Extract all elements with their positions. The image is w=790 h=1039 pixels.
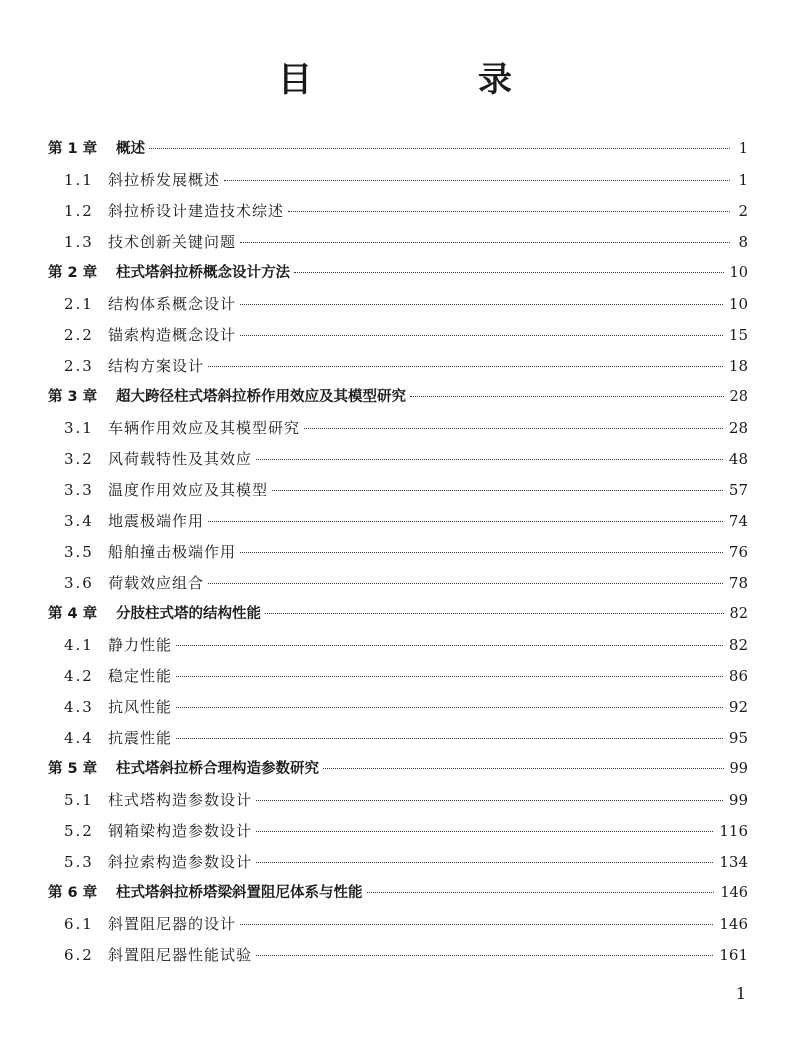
- toc-page-number: 82: [729, 606, 748, 622]
- section-number: 3.5: [64, 543, 94, 561]
- dot-leader: [176, 645, 723, 646]
- section-number: 6.1: [64, 915, 94, 933]
- toc-page-number: 10: [729, 265, 748, 281]
- toc-section-row[interactable]: [48, 227, 748, 258]
- toc-section-row[interactable]: [48, 940, 748, 971]
- chapter-title: 概述: [116, 141, 145, 157]
- section-number: 2.3: [64, 357, 94, 375]
- dot-leader: [176, 738, 723, 739]
- chapter-number: 第 6 章: [48, 885, 98, 901]
- toc-page-number: 74: [728, 512, 748, 530]
- page-number: 1: [735, 984, 746, 1003]
- toc-page-number: 18: [728, 357, 748, 375]
- dot-leader: [304, 428, 723, 429]
- section-title: 结构体系概念设计: [108, 295, 237, 313]
- dot-leader: [294, 272, 724, 273]
- dot-leader: [256, 831, 713, 832]
- toc-section-row[interactable]: [48, 537, 748, 568]
- section-number: 4.2: [64, 667, 94, 685]
- toc-page-number: 1: [738, 141, 748, 157]
- toc-chapter-row[interactable]: [48, 754, 748, 785]
- dot-leader: [208, 366, 723, 367]
- toc-page-number: 86: [728, 667, 748, 685]
- toc-section-row[interactable]: [48, 785, 748, 816]
- section-title: 地震极端作用: [108, 512, 205, 530]
- dot-leader: [240, 552, 723, 553]
- toc-section-row[interactable]: [48, 692, 748, 723]
- dot-leader: [224, 180, 730, 181]
- dot-leader: [240, 924, 713, 925]
- toc-page-number: 99: [729, 761, 748, 777]
- dot-leader: [240, 335, 723, 336]
- toc-page-number: 28: [729, 389, 748, 405]
- toc-page-number: 48: [728, 450, 748, 468]
- section-number: 6.2: [64, 946, 94, 964]
- toc-page-number: 28: [728, 419, 748, 437]
- toc-page-number: 82: [728, 636, 748, 654]
- dot-leader: [176, 676, 723, 677]
- toc-section-row[interactable]: [48, 413, 748, 444]
- section-number: 5.2: [64, 822, 94, 840]
- dot-leader: [208, 583, 723, 584]
- toc-section-row[interactable]: [48, 568, 748, 599]
- section-title: 温度作用效应及其模型: [108, 481, 269, 499]
- section-number: 1.1: [64, 171, 94, 189]
- section-title: 静力性能: [108, 636, 173, 654]
- section-number: 2.2: [64, 326, 94, 344]
- section-number: 1.2: [64, 202, 94, 220]
- toc-section-row[interactable]: [48, 289, 748, 320]
- dot-leader: [240, 242, 730, 243]
- toc-section-row[interactable]: [48, 909, 748, 940]
- dot-leader: [410, 396, 724, 397]
- dot-leader: [208, 521, 723, 522]
- section-title: 抗震性能: [108, 729, 173, 747]
- toc-page-number: 116: [719, 822, 748, 840]
- dot-leader: [240, 304, 723, 305]
- dot-leader: [256, 862, 713, 863]
- toc-section-row[interactable]: [48, 196, 748, 227]
- toc-page-number: 92: [728, 698, 748, 716]
- toc-section-row[interactable]: [48, 351, 748, 382]
- dot-leader: [256, 800, 723, 801]
- section-title: 斜拉桥设计建造技术综述: [108, 202, 285, 220]
- toc-section-row[interactable]: [48, 165, 748, 196]
- section-number: 3.3: [64, 481, 94, 499]
- chapter-number: 第 1 章: [48, 141, 98, 157]
- section-number: 3.4: [64, 512, 94, 530]
- toc-section-row[interactable]: [48, 816, 748, 847]
- toc-section-row[interactable]: [48, 630, 748, 661]
- section-title: 斜置阻尼器性能试验: [108, 946, 253, 964]
- dot-leader: [176, 707, 723, 708]
- section-title: 抗风性能: [108, 698, 173, 716]
- toc-chapter-row[interactable]: [48, 878, 748, 909]
- section-title: 斜拉桥发展概述: [108, 171, 221, 189]
- toc-page-number: 57: [728, 481, 748, 499]
- toc-page-number: 78: [728, 574, 748, 592]
- section-number: 3.6: [64, 574, 94, 592]
- chapter-number: 第 2 章: [48, 265, 98, 281]
- section-number: 5.3: [64, 853, 94, 871]
- section-number: 2.1: [64, 295, 94, 313]
- dot-leader: [323, 768, 724, 769]
- section-number: 4.3: [64, 698, 94, 716]
- toc-page-number: 2: [738, 202, 748, 220]
- toc-section-row[interactable]: [48, 506, 748, 537]
- section-title: 锚索构造概念设计: [108, 326, 237, 344]
- toc-section-row[interactable]: [48, 847, 748, 878]
- section-title: 船舶撞击极端作用: [108, 543, 237, 561]
- toc-section-row[interactable]: [48, 661, 748, 692]
- toc-chapter-row[interactable]: [48, 599, 748, 630]
- chapter-title: 超大跨径柱式塔斜拉桥作用效应及其模型研究: [116, 389, 406, 405]
- page-title: 目 录: [278, 60, 578, 100]
- chapter-number: 第 5 章: [48, 761, 98, 777]
- toc-chapter-row[interactable]: [48, 258, 748, 289]
- section-number: 4.4: [64, 729, 94, 747]
- chapter-title: 分肢柱式塔的结构性能: [116, 606, 261, 622]
- dot-leader: [256, 955, 713, 956]
- section-title: 斜置阻尼器的设计: [108, 915, 237, 933]
- toc-page-number: 99: [728, 791, 748, 809]
- section-number: 1.3: [64, 233, 94, 251]
- dot-leader: [367, 892, 715, 893]
- dot-leader: [149, 148, 730, 149]
- dot-leader: [256, 459, 723, 460]
- toc-section-row[interactable]: [48, 475, 748, 506]
- chapter-title: 柱式塔斜拉桥合理构造参数研究: [116, 761, 319, 777]
- section-title: 结构方案设计: [108, 357, 205, 375]
- section-title: 荷载效应组合: [108, 574, 205, 592]
- toc-page-number: 76: [728, 543, 748, 561]
- toc-section-row[interactable]: [48, 723, 748, 754]
- toc-page-number: 8: [738, 233, 748, 251]
- toc-page-number: 134: [719, 853, 748, 871]
- chapter-title: 柱式塔斜拉桥塔梁斜置阻尼体系与性能: [116, 885, 363, 901]
- toc-page-number: 146: [719, 915, 748, 933]
- chapter-title: 柱式塔斜拉桥概念设计方法: [116, 265, 290, 281]
- toc-section-row[interactable]: [48, 320, 748, 351]
- toc-page-number: 1: [738, 171, 748, 189]
- dot-leader: [272, 490, 723, 491]
- section-title: 斜拉索构造参数设计: [108, 853, 253, 871]
- toc-section-row[interactable]: [48, 444, 748, 475]
- dot-leader: [288, 211, 730, 212]
- section-title: 钢箱梁构造参数设计: [108, 822, 253, 840]
- section-number: 3.2: [64, 450, 94, 468]
- section-title: 柱式塔构造参数设计: [108, 791, 253, 809]
- section-number: 4.1: [64, 636, 94, 654]
- toc-page-number: 15: [728, 326, 748, 344]
- toc-page-number: 95: [728, 729, 748, 747]
- toc-page-number: 146: [720, 885, 748, 901]
- section-number: 5.1: [64, 791, 94, 809]
- toc-page-number: 10: [728, 295, 748, 313]
- table-of-contents: [48, 134, 748, 971]
- section-title: 稳定性能: [108, 667, 173, 685]
- toc-page-number: 161: [719, 946, 748, 964]
- section-title: 风荷载特性及其效应: [108, 450, 253, 468]
- dot-leader: [265, 613, 724, 614]
- toc-chapter-row[interactable]: [48, 382, 748, 413]
- section-title: 车辆作用效应及其模型研究: [108, 419, 301, 437]
- chapter-number: 第 4 章: [48, 606, 98, 622]
- chapter-number: 第 3 章: [48, 389, 98, 405]
- section-number: 3.1: [64, 419, 94, 437]
- toc-chapter-row[interactable]: [48, 134, 748, 165]
- section-title: 技术创新关键问题: [108, 233, 237, 251]
